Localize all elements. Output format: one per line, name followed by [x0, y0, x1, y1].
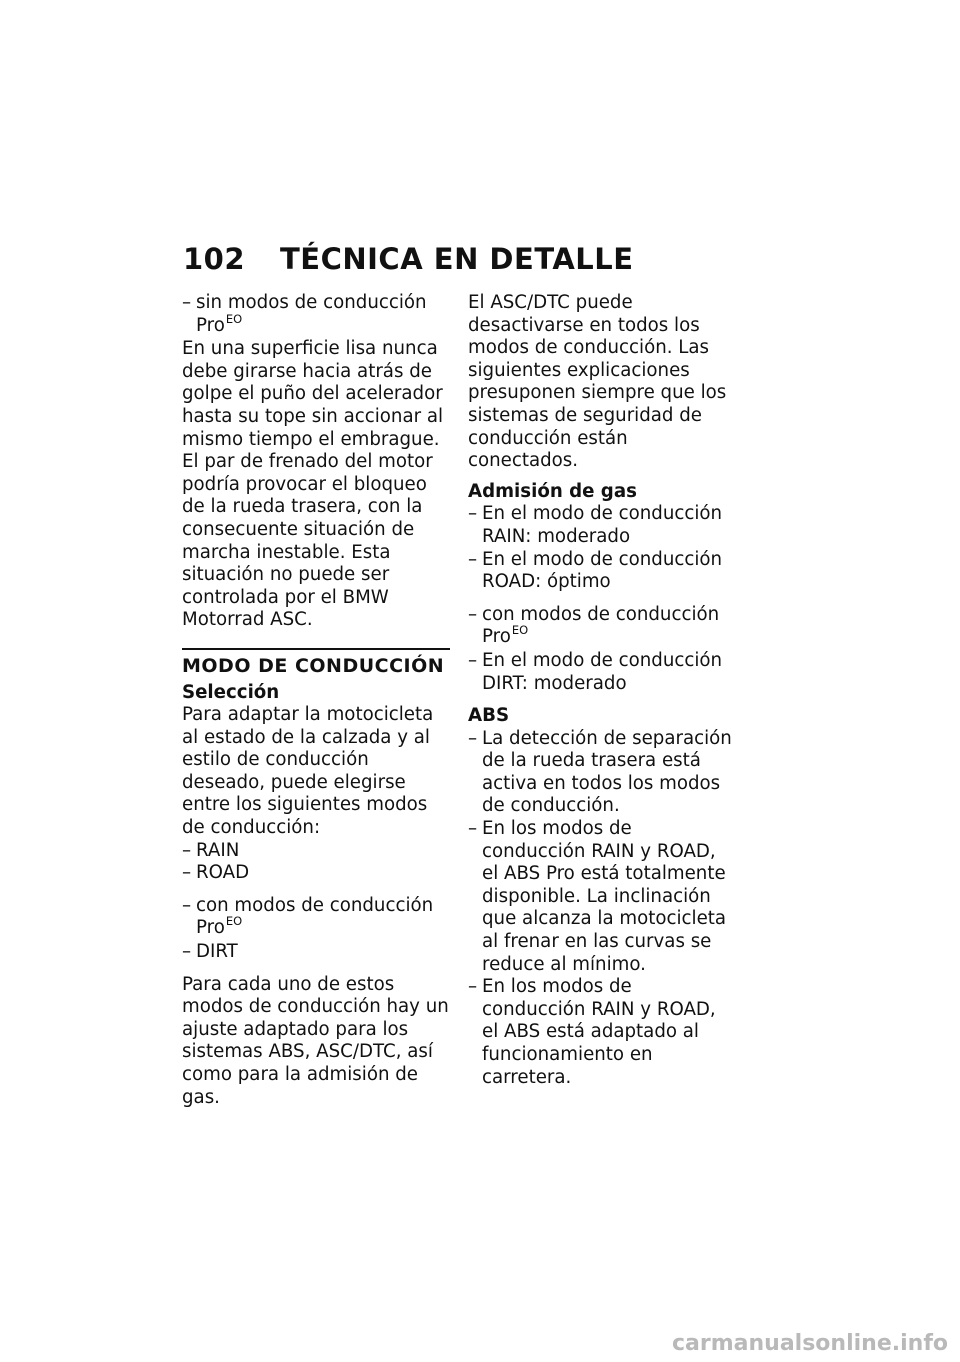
superscript-eo: EO	[225, 914, 243, 929]
list-item: – En el modo de conducción RAIN: moderado	[468, 503, 736, 548]
subheading: Admisión de gas	[468, 480, 637, 502]
superscript-eo: EO	[225, 311, 243, 326]
list-item: – En los modos de conducción RAIN y ROAD, el ABS está adaptado al funcionamiento en carretera.	[468, 976, 736, 1089]
paragraph: En una superficie lisa nunca debe girarse hacia atrás de golpe el puño del acelerador hasta su tope sin accionar al mismo tiempo el embrague. El par de frenado del motor podría provocar el bloqueo de la rueda trasera, con la consecuente situación de marcha inestable. Esta situación no puede ser controlada por el BMW Motorrad ASC.	[182, 338, 444, 631]
subheading: ABS	[468, 705, 510, 727]
list-item: – RAIN	[182, 840, 450, 863]
list-item: – En los modos de conducción RAIN y ROAD, el ABS Pro está totalmente disponible. La inclinación que alcanza la motocicleta al frenar en las curvas se reduce al mínimo.	[468, 818, 736, 976]
list-item: – ROAD	[182, 862, 450, 885]
list-item: – En el modo de conducción DIRT: moderado	[468, 650, 736, 695]
subheading: Selección	[182, 681, 280, 703]
list-item: – En el modo de conducción ROAD: óptimo	[468, 549, 736, 594]
section-title: TÉCNICA EN DETALLE	[280, 242, 634, 276]
section-heading: MODO DE CONDUCCIÓN	[182, 648, 450, 678]
right-column	[468, 292, 736, 1089]
list-item: – DIRT	[182, 941, 450, 964]
paragraph: Para cada uno de estos modos de conducción hay un ajuste adaptado para los sistemas ABS, ASC/DTC, así como para la admisión de gas.	[182, 973, 449, 1108]
paragraph: El ASC/DTC puede desactivarse en todos los modos de conducción. Las siguientes explicaciones presuponen siempre que los sistemas de seguridad de conducción están conectados.	[468, 292, 727, 472]
superscript-eo: EO	[511, 623, 529, 638]
paragraph: Para adaptar la motocicleta al estado de la calzada y al estilo de conducción deseado, puede elegirse entre los siguientes modos de conducción:	[182, 704, 434, 839]
page-number: 102	[183, 242, 246, 276]
list-item: – La detección de separación de la rueda trasera está activa en todos los modos de conducción.	[468, 728, 736, 818]
list-item: – sin modos de conducción Pro$^{EO}$	[182, 292, 450, 338]
left-column	[182, 292, 450, 1117]
page-header	[183, 242, 783, 282]
watermark: carmanualsonline.info	[672, 1331, 948, 1356]
list-item: – con modos de conducción Pro$^{EO}$	[468, 604, 736, 650]
list-item: – con modos de conducción Pro$^{EO}$	[182, 895, 450, 941]
